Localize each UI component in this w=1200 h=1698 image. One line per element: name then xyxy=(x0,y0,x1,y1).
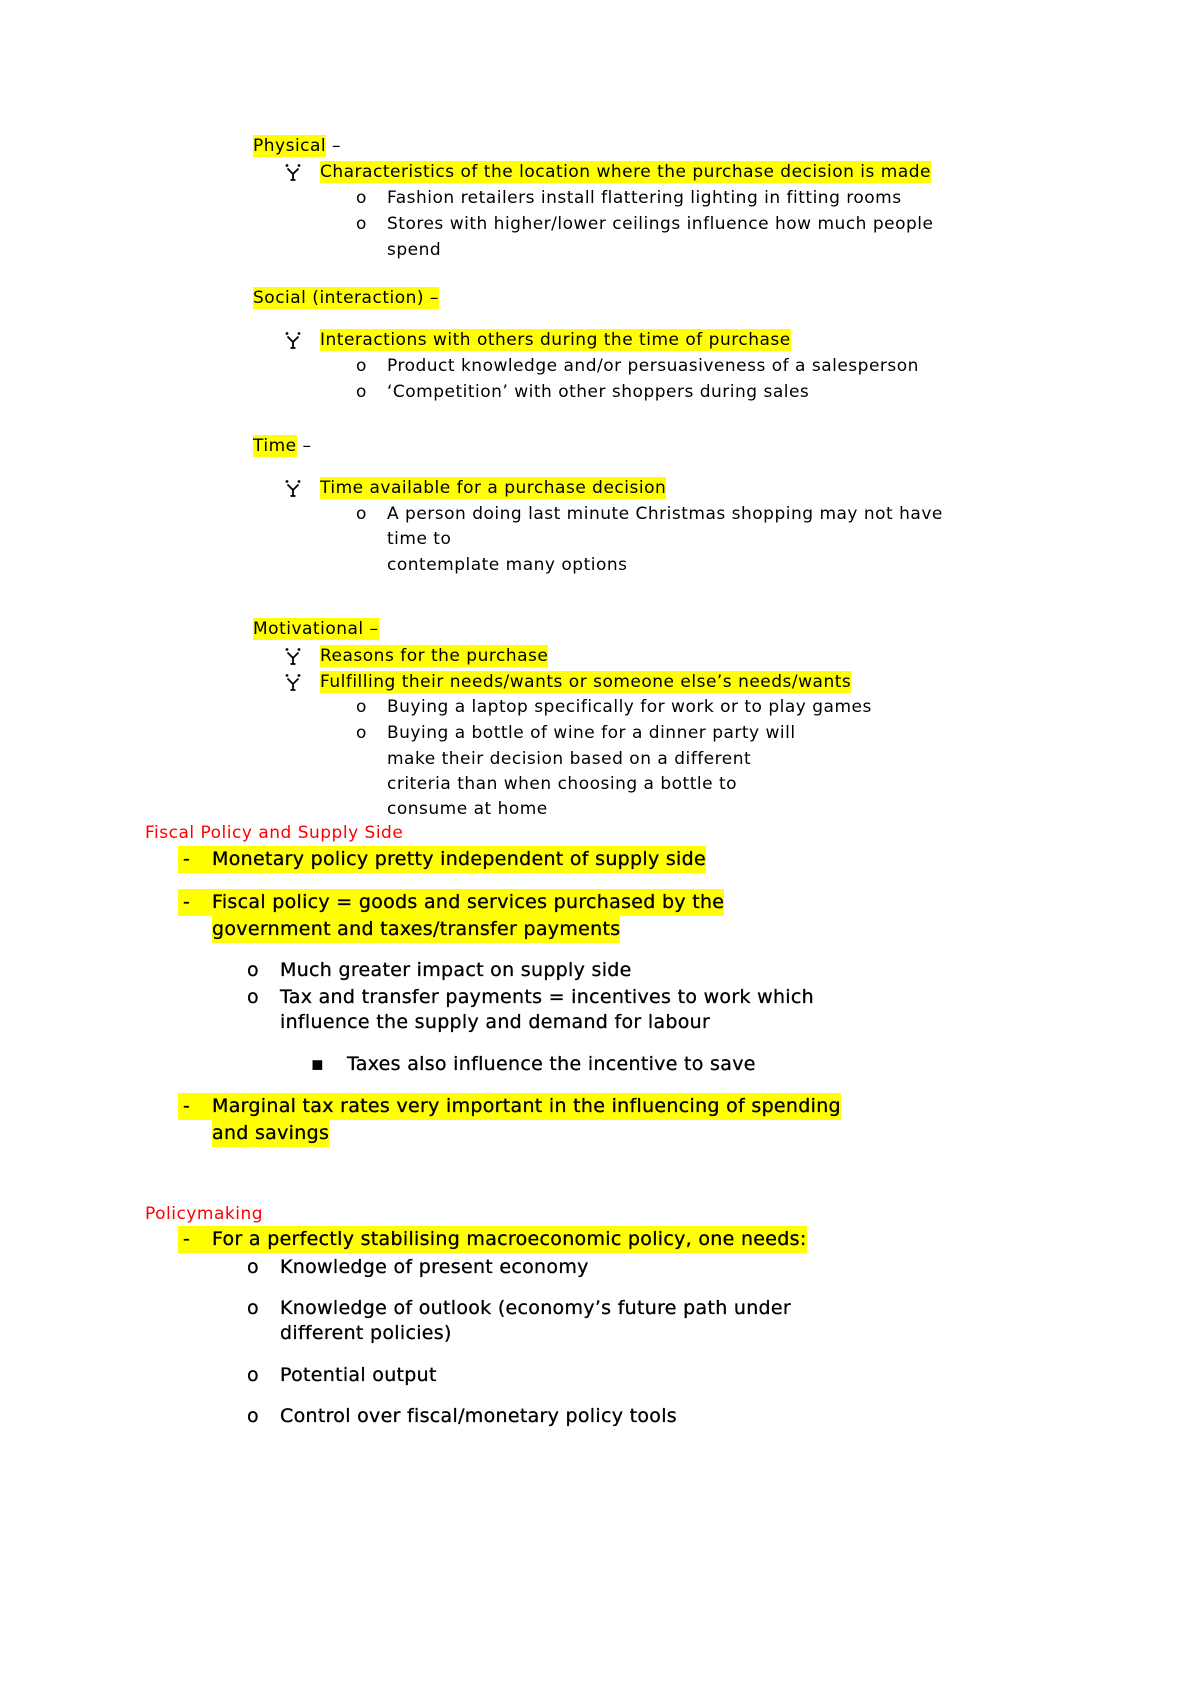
fiscal-item-1-text: Monetary policy pretty independent of supply side xyxy=(212,848,706,870)
wingdings-bullet-icon xyxy=(284,163,302,181)
fiscal-subitem-2-line-1: Tax and transfer payments = incentives to work which xyxy=(280,986,814,1008)
social-point: Interactions with others during the time of purchase xyxy=(320,330,791,350)
circle-bullet: o xyxy=(356,504,367,524)
time-heading-dash: – xyxy=(296,436,312,456)
fiscal-item-3-line-1: Marginal tax rates very important in the influencing of spending xyxy=(212,1095,841,1117)
physical-heading-dash: – xyxy=(326,136,342,156)
time-example-line-1: A person doing last minute Christmas shopping may not have xyxy=(387,504,943,524)
dash-bullet: - xyxy=(183,1095,191,1117)
fiscal-policy-heading: Fiscal Policy and Supply Side xyxy=(145,823,404,843)
motivational-example-2-line-1: Buying a bottle of wine for a dinner party will xyxy=(387,723,796,743)
policymaking-subitem-4: Control over fiscal/monetary policy tools xyxy=(280,1405,677,1427)
physical-example-1: Fashion retailers install flattering lighting in fitting rooms xyxy=(387,188,902,208)
physical-point: Characteristics of the location where the purchase decision is made xyxy=(320,162,932,182)
fiscal-item-3-line-2: and savings xyxy=(212,1120,329,1147)
social-example-1: Product knowledge and/or persuasiveness of a salesperson xyxy=(387,356,919,376)
dash-bullet: - xyxy=(183,848,191,870)
circle-bullet: o xyxy=(356,188,367,208)
time-heading xyxy=(253,435,312,457)
circle-bullet: o xyxy=(356,723,367,743)
fiscal-item-1 xyxy=(178,846,706,873)
circle-bullet: o xyxy=(356,382,367,402)
policymaking-subitem-1: Knowledge of present economy xyxy=(280,1256,589,1278)
fiscal-item-2-line-2: government and taxes/transfer payments xyxy=(212,916,620,943)
fiscal-item-2 xyxy=(178,889,724,916)
circle-bullet: o xyxy=(356,697,367,717)
motivational-example-2-line-2: make their decision based on a different xyxy=(387,749,752,769)
circle-bullet: o xyxy=(247,986,259,1008)
social-heading: Social (interaction) – xyxy=(253,288,439,308)
wingdings-bullet-icon xyxy=(284,673,302,691)
policymaking-item-1 xyxy=(178,1226,807,1253)
circle-bullet: o xyxy=(247,1364,259,1386)
fiscal-item-3 xyxy=(178,1093,841,1120)
circle-bullet: o xyxy=(356,214,367,234)
time-point: Time available for a purchase decision xyxy=(320,478,667,498)
physical-heading xyxy=(253,135,341,157)
fiscal-item-2-line-1: Fiscal policy = goods and services purchased by the xyxy=(212,891,725,913)
circle-bullet: o xyxy=(247,1405,259,1427)
fiscal-subitem-2-line-2: influence the supply and demand for labour xyxy=(280,1011,711,1033)
motivational-example-2-line-3: criteria than when choosing a bottle to xyxy=(387,774,738,794)
physical-example-2-line-2: spend xyxy=(387,240,442,260)
fiscal-subitem-1: Much greater impact on supply side xyxy=(280,959,632,981)
policymaking-item-1-text: For a perfectly stabilising macroeconomic policy, one needs: xyxy=(212,1228,807,1250)
physical-example-2-line-1: Stores with higher/lower ceilings influence how much people xyxy=(387,214,934,234)
policymaking-subitem-2-line-1: Knowledge of outlook (economy’s future path under xyxy=(280,1297,792,1319)
wingdings-bullet-icon xyxy=(284,647,302,665)
time-example-line-2: time to xyxy=(387,529,452,549)
wingdings-bullet-icon xyxy=(284,331,302,349)
motivational-point-1: Reasons for the purchase xyxy=(320,646,549,666)
dash-bullet: - xyxy=(183,1228,191,1250)
time-example-line-3: contemplate many options xyxy=(387,555,628,575)
time-heading-label: Time xyxy=(253,436,297,456)
dash-bullet: - xyxy=(183,891,191,913)
circle-bullet: o xyxy=(247,959,259,981)
motivational-example-2-line-4: consume at home xyxy=(387,799,548,819)
square-bullet: ▪ xyxy=(311,1053,325,1075)
policymaking-subitem-3: Potential output xyxy=(280,1364,437,1386)
circle-bullet: o xyxy=(356,356,367,376)
physical-heading-label: Physical xyxy=(253,136,327,156)
social-example-2: ‘Competition’ with other shoppers during sales xyxy=(387,382,810,402)
policymaking-subitem-2-line-2: different policies) xyxy=(280,1322,452,1344)
motivational-heading: Motivational – xyxy=(253,619,379,639)
motivational-point-2: Fulfilling their needs/wants or someone else’s needs/wants xyxy=(320,672,852,692)
motivational-example-1: Buying a laptop specifically for work or to play games xyxy=(387,697,872,717)
fiscal-subsubitem-1: Taxes also influence the incentive to save xyxy=(347,1053,756,1075)
circle-bullet: o xyxy=(247,1256,259,1278)
wingdings-bullet-icon xyxy=(284,479,302,497)
policymaking-heading: Policymaking xyxy=(145,1204,264,1224)
circle-bullet: o xyxy=(247,1297,259,1319)
